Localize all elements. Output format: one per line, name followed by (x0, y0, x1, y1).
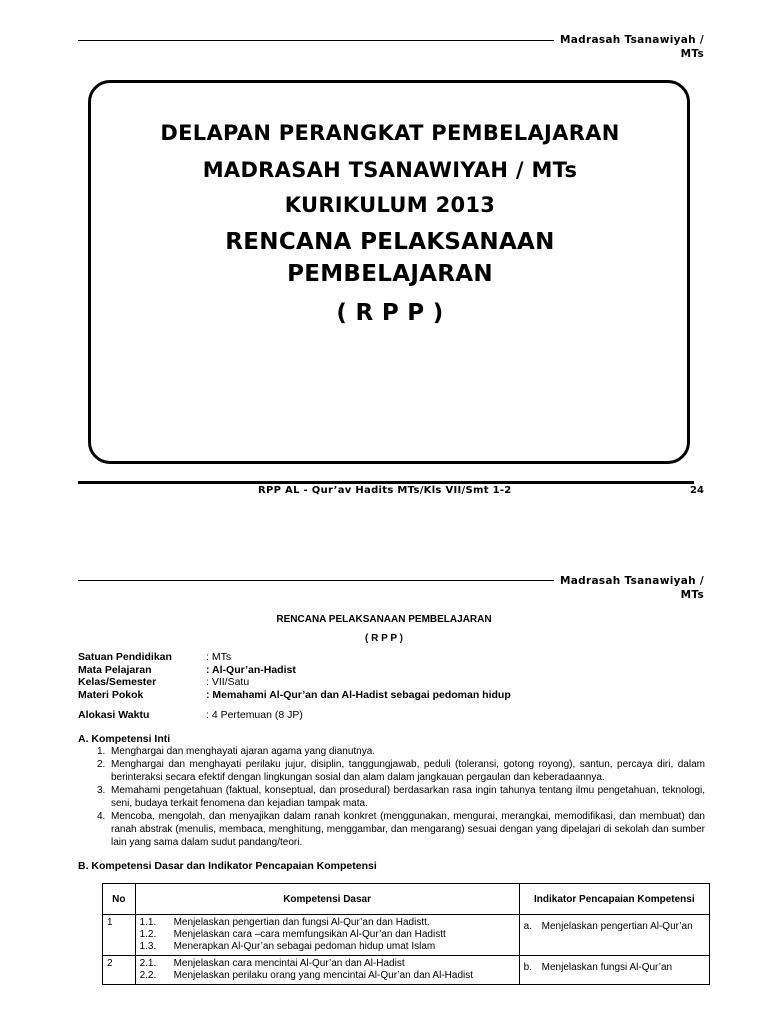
indikator-letter: b. (523, 962, 532, 973)
page1-page-number: 24 (690, 485, 704, 496)
identity-label: Satuan Pendidikan (78, 651, 172, 663)
page1-header-text (520, 33, 704, 61)
col-header-no: No (103, 884, 136, 915)
kd-text: Menerapkan Al-Qur’an sebagai pedoman hidup umat Islam (173, 941, 436, 952)
identity-label: Alokasi Waktu (78, 709, 150, 721)
identity-value: : Memahami Al-Qur’an dan Al-Hadist sebagai pedoman hidup (206, 688, 511, 701)
cover-line2: MADRASAH TSANAWIYAH / MTs (202, 158, 578, 182)
kd-item (140, 941, 515, 953)
identity-value: : VII/Satu (206, 676, 250, 688)
identity-value: : MTs (206, 651, 232, 663)
section-b-heading: B. Kompetensi Dasar dan Indikator Pencapaian Kompetensi (78, 860, 377, 872)
table-cell-indikator (519, 915, 709, 956)
list-item-text: Memahami pengetahuan (faktual, konseptual, dan prosedural) berdasarkan rasa ingin tahunya tentang ilmu pengetahuan, teknologi, seni, budaya terkait fenomena dan kejadian tampak mata. (111, 785, 705, 809)
indikator-text: Menjelaskan pengertian Al-Qur’an (541, 921, 693, 932)
section-a-heading: A. Kompetensi Inti (78, 733, 171, 745)
list-item-text: Menghargai dan menghayati ajaran agama yang dianutnya. (111, 746, 376, 757)
page2-header-line2: MTs (680, 589, 704, 601)
kd-number: 1.1. (139, 917, 157, 928)
list-item-number: 3. (97, 785, 106, 796)
table-cell-no: 2 (103, 956, 136, 985)
kd-item (140, 958, 515, 970)
identity-value: : Al-Qur’an-Hadist (206, 663, 296, 676)
table-cell-kd (135, 956, 519, 985)
list-item (97, 758, 705, 784)
kd-item (140, 929, 515, 941)
list-item (97, 810, 705, 849)
table-header-row (103, 884, 710, 915)
indikator-text: Menjelaskan fungsi Al-Qur’an (541, 962, 673, 973)
kd-text: Menjelaskan cara –cara memfungsikan Al-Qur’an dan Hadistt (173, 929, 446, 940)
doc-title: RENCANA PELAKSANAAN PEMBELAJARAN (276, 614, 492, 625)
identity-label: Materi Pokok (78, 688, 144, 701)
identity-value: : 4 Pertemuan (8 JP) (206, 709, 303, 721)
page1-footer-text: RPP AL - Qur’av Hadits MTs/Kls VII/Smt 1-2 (258, 485, 512, 496)
identity-label: Kelas/Semester (78, 676, 157, 688)
kd-table (102, 883, 710, 985)
cover-line1: DELAPAN PERANGKAT PEMBELAJARAN (160, 121, 620, 145)
page1-header-line2: MTs (680, 48, 704, 60)
page1-header-line1: Madrasah Tsanawiyah / (560, 34, 704, 46)
kd-text: Menjelaskan pengertian dan fungsi Al-Qur’an dan Hadistt. (173, 917, 430, 928)
table-cell-kd (135, 915, 519, 956)
cover-line4: RENCANA PELAKSANAAN (225, 229, 555, 255)
list-item-number: 4. (97, 811, 106, 822)
kd-number: 2.1. (139, 958, 157, 969)
table-cell-no: 1 (103, 915, 136, 956)
table-row (103, 956, 710, 985)
kd-item (140, 917, 515, 929)
list-item-text: Menghargai dan menghayati perilaku jujur, disiplin, tanggungjawab, peduli (toleransi, gotong royong), santun, percaya diri, dalam berinteraksi secara efektif dengan lingkungan sosial dan alam dalam jangkauan pergaulan dan keberadaannya. (111, 759, 705, 783)
indikator-item (524, 958, 705, 974)
table-row (103, 915, 710, 956)
doc-subtitle: ( R P P ) (365, 633, 403, 644)
page1-header-rule (78, 40, 554, 41)
kd-item (140, 970, 515, 982)
indikator-item (524, 917, 705, 933)
kd-number: 1.3. (139, 941, 157, 952)
kd-number: 2.2. (139, 970, 157, 981)
page2-header-line1: Madrasah Tsanawiyah / (560, 575, 704, 587)
cover-line5: PEMBELAJARAN (287, 261, 493, 287)
page2-header-rule (78, 580, 554, 581)
list-item-text: Mencoba, mengolah, dan menyajikan dalam ranah konkret (menggunakan, mengurai, merangkai, memodifikasi, dan membuat) dan ranah abstrak (menulis, membaca, menghitung, menggambar, dan mengarang) sesuai dengan yang dipelajari di sekolah dan sumber lain yang sama dalam sudut pandang/teori. (111, 811, 705, 848)
cover-line3: KURIKULUM 2013 (284, 193, 496, 217)
page1-footer-rule (78, 481, 694, 484)
list-item (97, 784, 705, 810)
kd-text: Menjelaskan perilaku orang yang mencintai Al-Qur’an dan Al-Hadist (173, 970, 474, 981)
identity-label: Mata Pelajaran (78, 663, 152, 676)
list-item-number: 1. (97, 746, 106, 757)
list-item-number: 2. (97, 759, 106, 770)
col-header-kd: Kompetensi Dasar (135, 884, 519, 915)
list-item (97, 745, 705, 758)
cover-line6: ( R P P ) (336, 300, 444, 326)
page2-header-text (520, 574, 704, 602)
kd-text: Menjelaskan cara mencintai Al-Qur’an dan Al-Hadist (173, 958, 405, 969)
indikator-letter: a. (523, 921, 532, 932)
kd-number: 1.2. (139, 929, 157, 940)
col-header-indikator: Indikator Pencapaian Kompetensi (519, 884, 709, 915)
table-cell-indikator (519, 956, 709, 985)
kompetensi-inti-list (97, 745, 705, 849)
